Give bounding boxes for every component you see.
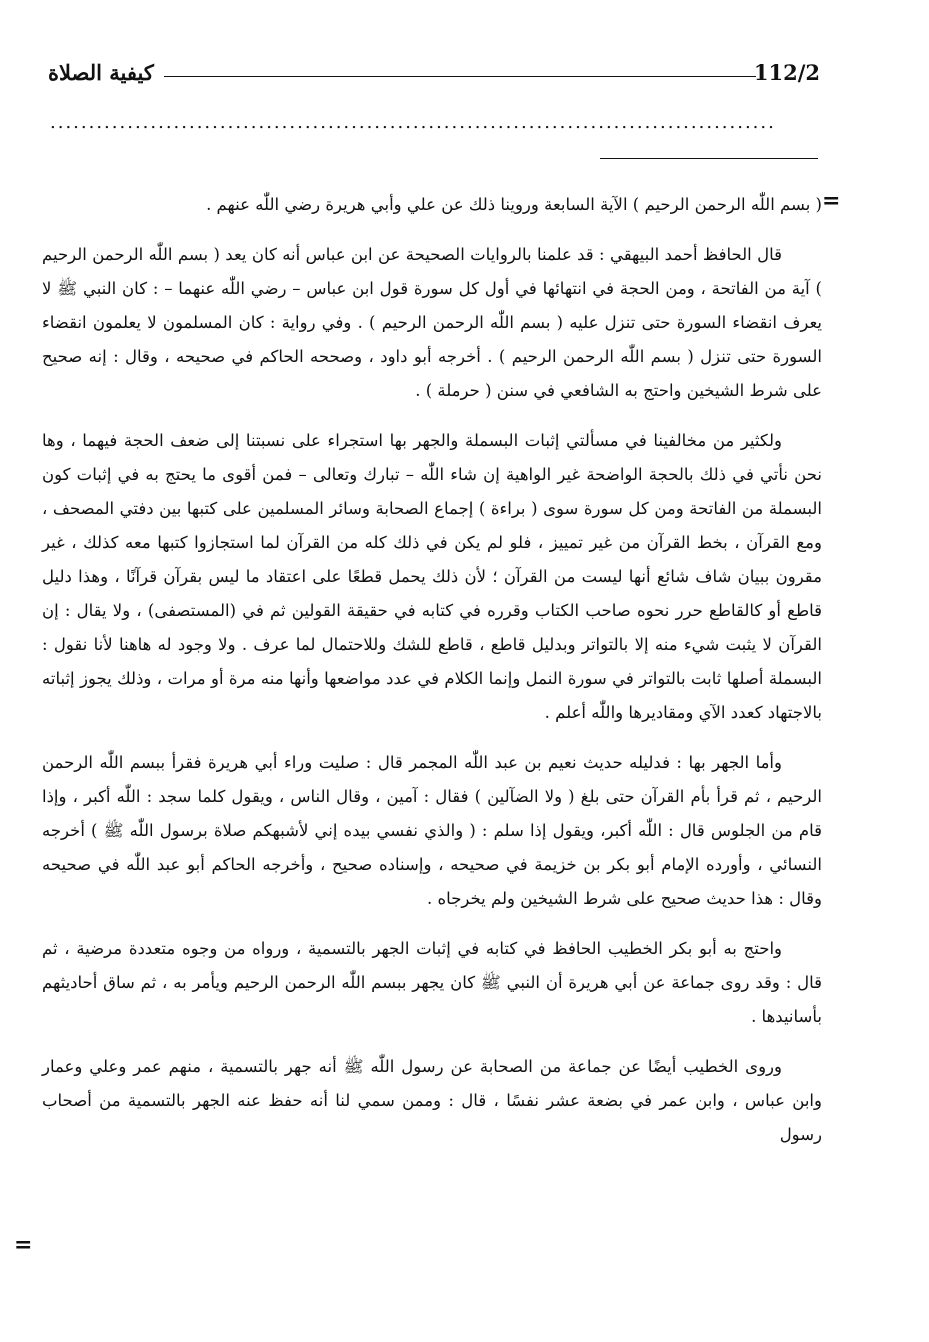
- page-header: [48, 60, 820, 90]
- page-number: 112/2: [753, 60, 820, 85]
- book-title: كيفية الصلاة: [48, 60, 154, 85]
- paragraph-3: ولكثير من مخالفينا في مسألتي إثبات البسملة والجهر بها استجراء على نسبتنا إلى ضعف الحجة فيهما ، وها نحن نأتي في ذلك بالحجة الواضحة غير الواهية إن شاء اللّٰه – تبارك وتعالى – فمن أقوى ما يحتج به في إثبات كون البسملة من الفاتحة ومن كل سورة سوى ( براءة ) إجماع الصحابة وسائر المسلمين على كتبها بين دفتي المصحف ، ومع القرآن ، بخط القرآن من غير تمييز ، فلو لم يكن في ذلك كله من القرآن لما استجازوا كتبها معه كذلك ، غير مقرون ببيان شاف شائع أنها ليست من القرآن ؛ لأن ذلك يحمل قطعًا على اعتقاد ما ليس بقرآن قرآنًا ، وهذا دليل قاطع أو كالقاطع حرر نحوه صاحب الكتاب وقرره في كتابه في حقيقة القولين ثم في (المستصفى) ، ولا يقال : إن القرآن لا يثبت شيء منه إلا بالتواتر وبدليل قاطع ، قاطع للشك وللاحتمال لما عرف . ولا وجود له هاهنا لأنا نقول : البسملة أصلها ثابت بالتواتر في سورة النمل وإنما الكلام في عدد مواضعها وأنها منه مرة أو مرات ، وذلك يجوز إثباته بالاجتهاد كعدد الآي ومقاديرها واللّٰه أعلم .: [42, 431, 822, 722]
- dotted-separator: ..............................................................................................: [50, 112, 776, 133]
- footnote-rule: [600, 158, 818, 159]
- header-rule: [164, 76, 756, 77]
- paragraph-5: واحتج به أبو بكر الخطيب الحافظ في كتابه في إثبات الجهر بالتسمية ، ورواه من وجوه متعددة مرضية ، ثم قال : وقد روى جماعة عن أبي هريرة أن النبي ﷺ كان يجهر ببسم اللّٰه الرحمن الرحيم ويأمر به ، ثم ساق أحاديثهم بأسانيدها .: [42, 939, 822, 1026]
- paragraph-2: قال الحافظ أحمد البيهقي : قد علمنا بالروايات الصحيحة عن ابن عباس أنه كان يعد ( بسم اللّٰه الرحمن الرحيم ) آية من الفاتحة ، ومن الحجة في انتهائها في أول كل سورة قول ابن عباس – رضي اللّٰه عنهما – : كان النبي ﷺ لا يعرف انقضاء السورة حتى تنزل عليه ( بسم اللّٰه الرحمن الرحيم ) . وفي رواية : كان المسلمون لا يعلمون انقضاء السورة حتى تنزل ( بسم اللّٰه الرحمن الرحيم ) . أخرجه أبو داود ، وصححه الحاكم في صحيحه ، وقال : إنه صحيح على شرط الشيخين واحتج به الشافعي في سنن ( حرملة ) .: [42, 245, 822, 400]
- paragraph-6: وروى الخطيب أيضًا عن جماعة من الصحابة عن رسول اللّٰه ﷺ أنه جهر بالتسمية ، منهم عمر وعلي وعمار وابن عباس ، وابن عمر في بضعة عشر نفسًا ، قال : وممن سمي لنا أنه حفظ عنه الجهر بالتسمية من أصحاب رسول: [42, 1057, 822, 1144]
- paragraph-1: ( بسم اللّٰه الرحمن الرحيم ) الآية السابعة وروينا ذلك عن علي وأبي هريرة رضي اللّٰه عنهم .: [206, 195, 822, 214]
- paragraph-4: وأما الجهر بها : فدليله حديث نعيم بن عبد اللّٰه المجمر قال : صليت وراء أبي هريرة فقرأ ببسم اللّٰه الرحمن الرحيم ، ثم قرأ بأم القرآن حتى بلغ ( ولا الضآلين ) فقال : آمين ، وقال الناس ، ويقول كلما سجد : اللّٰه أكبر ، وإذا قام من الجلوس قال : اللّٰه أكبر، ويقول إذا سلم : ( والذي نفسي بيده إني لأشبهكم صلاة برسول اللّٰه ﷺ ) أخرجه النسائي ، وأورده الإمام أبو بكر بن خزيمة في صحيحه ، وإسناده صحيح ، وأخرجه الحاكم أبو عبد اللّٰه في صحيحه وقال : هذا حديث صحيح على شرط الشيخين ولم يخرجاه .: [42, 753, 822, 908]
- body-text: [42, 188, 822, 1168]
- continuation-mark-top: =: [822, 188, 841, 214]
- continuation-mark-bottom: =: [14, 1232, 33, 1258]
